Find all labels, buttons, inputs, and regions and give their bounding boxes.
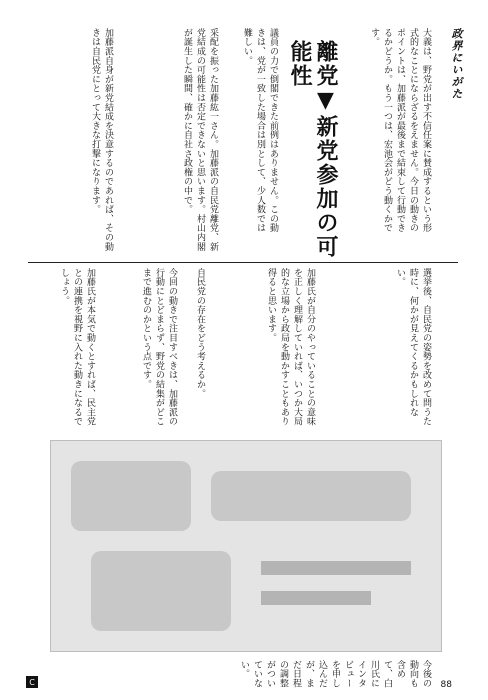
figure-shape: [71, 461, 191, 531]
text-block: 今後の動向も含めて、白川氏にインタビューを申し込んだが、まだ日程の調整がついていない。: [239, 660, 431, 688]
figure-bar: [261, 561, 411, 575]
text-column-3: [145, 28, 245, 258]
divider: [28, 262, 458, 263]
text-block: 加藤氏が本気で動くとすれば、民主党との連携を視野に入れた動きになるでしょう。: [59, 268, 95, 427]
text-column-9: [28, 268, 122, 433]
footer-mark: C: [26, 676, 38, 688]
page-number: 88: [440, 680, 452, 690]
figure-shape: [91, 551, 231, 631]
text-column-10: [28, 660, 458, 688]
text-block: 今回の動きで注目すべきは、加藤派の行動にとどまらず、野党の結集がどこまで進むのかという点です。: [141, 268, 177, 427]
text-block: 自民党の存在をどう考えるか。: [195, 268, 205, 399]
figure-bar: [261, 591, 371, 605]
photo-figure: [50, 440, 442, 652]
text-column-5: [350, 268, 458, 433]
article-heading: 離党▼新党参加の可能性: [287, 40, 338, 259]
text-block: 大義は、野党が出す不信任案に賛成するという形式的なことにならざるをえません。今日の動きのポイントは、加藤派が最後まで結束して行動できるかどうか。もう一つは、宏池会がどう動くかです。: [369, 28, 431, 233]
figure-shape: [211, 471, 411, 521]
text-column-6: [238, 268, 342, 433]
text-column-7: [195, 268, 232, 433]
text-block: 加藤氏が自分のやっていることの意味を正しく理解していれば、いつか大局的な立場から政局を動かすこともあり得ると思います。: [266, 268, 315, 427]
text-column-1: [350, 28, 458, 233]
text-block: 采配を振った加藤紘一さん。加藤派の自民党離党、新党結成の可能性は否定できないと思います。村山内閣が誕生した瞬間、確かに自社さ政権の中で。: [182, 28, 218, 252]
text-column-8: [128, 268, 204, 433]
text-block: 加藤派自身が新党結成を決意するのであれば、その動きは自民党にとって大きな打撃になります。: [90, 28, 113, 252]
text-column-4: [28, 28, 140, 258]
series-title: 政界にいがた: [450, 28, 463, 100]
text-block: 選挙後、自民党の姿勢を改めて問うた時に、何かが見えてくるかもしれない。: [395, 268, 431, 427]
text-block: 議員の力で倒閣できた前例はありません。この動きは、党が一致した場合は別として、少人数では難しい。: [242, 28, 278, 233]
